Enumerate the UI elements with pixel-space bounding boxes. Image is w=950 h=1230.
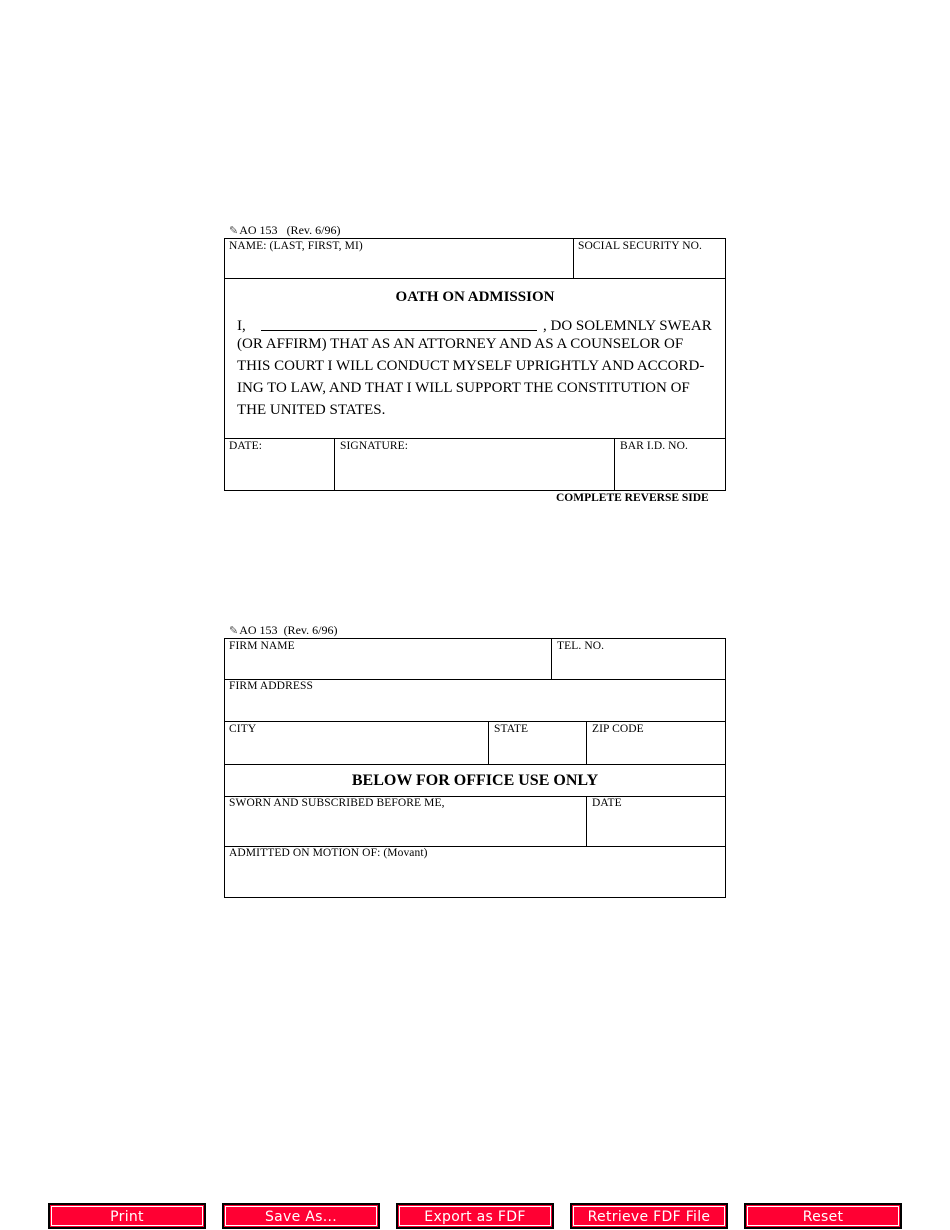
bar-id-field[interactable] <box>614 438 726 491</box>
export-fdf-button[interactable]: Export as FDF <box>396 1203 554 1229</box>
bar-id-label: BAR I.D. NO. <box>620 440 688 452</box>
date-field[interactable] <box>224 438 335 491</box>
tel-label: TEL. NO. <box>557 640 605 652</box>
retrieve-fdf-button[interactable]: Retrieve FDF File <box>570 1203 728 1229</box>
complete-reverse-note: COMPLETE REVERSE SIDE <box>556 492 709 504</box>
name-field[interactable] <box>224 238 574 279</box>
office-date-label: DATE <box>592 797 622 809</box>
form1-revision: (Rev. 6/96) <box>286 223 341 237</box>
oath-line1-suffix: , DO SOLEMNLY SWEAR <box>543 318 712 334</box>
firm-address-field[interactable] <box>224 679 726 722</box>
oath-line4: ING TO LAW, AND THAT I WILL SUPPORT THE CONSTITUTION OF <box>237 380 690 396</box>
save-as-button[interactable]: Save As... <box>222 1203 380 1229</box>
firm-name-field[interactable] <box>224 638 552 680</box>
office-use-banner <box>224 764 726 797</box>
oath-line2: (OR AFFIRM) THAT AS AN ATTORNEY AND AS A COUNSELOR OF <box>237 336 684 352</box>
signature-field[interactable] <box>334 438 615 491</box>
office-date-field[interactable] <box>586 796 726 847</box>
oath-line5: THE UNITED STATES. <box>237 402 386 418</box>
oath-line3: THIS COURT I WILL CONDUCT MYSELF UPRIGHTLY AND ACCORD- <box>237 358 705 374</box>
form2-header <box>229 623 337 638</box>
oath-title: OATH ON ADMISSION <box>395 289 555 305</box>
date-label: DATE: <box>229 440 263 452</box>
tel-field[interactable] <box>551 638 726 680</box>
pencil-icon: ✎ <box>229 225 239 237</box>
firm-address-label: FIRM ADDRESS <box>229 680 313 692</box>
print-button[interactable]: Print <box>48 1203 206 1229</box>
ssn-field[interactable] <box>573 238 726 279</box>
firm-name-label: FIRM NAME <box>229 640 295 652</box>
name-label: NAME: (LAST, FIRST, MI) <box>229 240 363 252</box>
oath-section <box>224 278 726 439</box>
zip-label: ZIP CODE <box>592 723 644 735</box>
reset-button[interactable]: Reset <box>744 1203 902 1229</box>
oath-name-input[interactable] <box>261 330 537 331</box>
form2-revision: (Rev. 6/96) <box>283 623 338 637</box>
signature-label: SIGNATURE: <box>340 440 409 452</box>
sworn-field[interactable] <box>224 796 587 847</box>
office-use-title: BELOW FOR OFFICE USE ONLY <box>351 772 599 789</box>
form1-header <box>229 223 340 238</box>
zip-field[interactable] <box>586 721 726 765</box>
form1-id: AO 153 <box>239 223 278 237</box>
city-label: CITY <box>229 723 257 735</box>
sworn-label: SWORN AND SUBSCRIBED BEFORE ME, <box>229 797 445 809</box>
state-label: STATE <box>494 723 529 735</box>
ssn-label: SOCIAL SECURITY NO. <box>578 240 703 252</box>
admitted-on-motion-field[interactable] <box>224 846 726 898</box>
city-field[interactable] <box>224 721 489 765</box>
oath-prefix: I, <box>237 318 246 334</box>
pencil-icon: ✎ <box>229 625 239 637</box>
state-field[interactable] <box>488 721 587 765</box>
admitted-label: ADMITTED ON MOTION OF: (Movant) <box>229 847 428 859</box>
form2-id: AO 153 <box>239 623 278 637</box>
